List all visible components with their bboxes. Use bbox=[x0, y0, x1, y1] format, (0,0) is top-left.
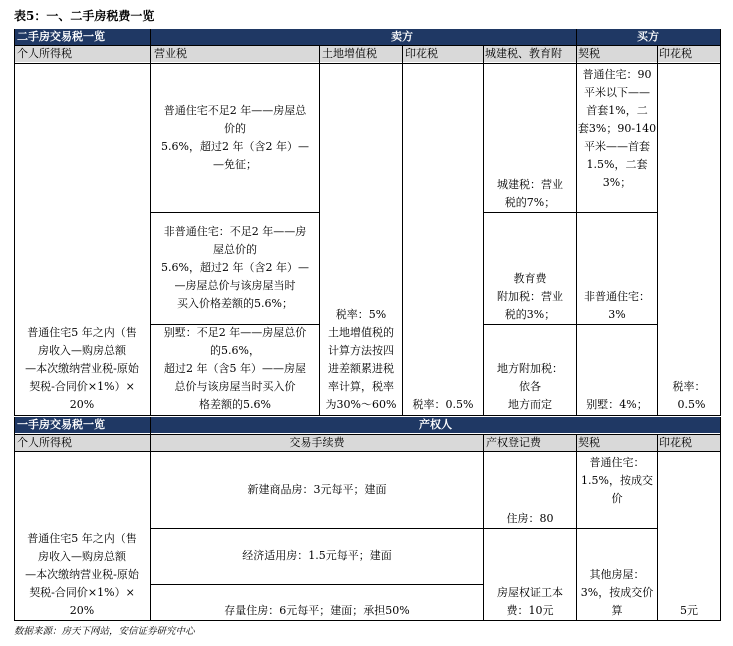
fh-col-reg-fee: 产权登记费 bbox=[486, 436, 541, 449]
divider bbox=[576, 435, 577, 621]
second-hand-header: 二手房交易税一览 bbox=[17, 30, 105, 43]
fh-income-tax: 普通住宅5 年之内（售 房收入—购房总额 —本次缴纳营业税-原始 契税-合同价×1%）× 20% bbox=[25, 532, 139, 617]
divider bbox=[151, 324, 319, 325]
fh-deed-tax-1-cell bbox=[577, 454, 657, 528]
sh-urban-tax-3: 地方附加税： 依各 地方而定 bbox=[497, 362, 563, 411]
sh-land-vat-cell bbox=[320, 64, 402, 414]
sh-deed-tax-1-cell bbox=[577, 66, 657, 212]
divider bbox=[720, 29, 721, 416]
sh-deed-tax-3: 别墅：4%； bbox=[586, 398, 648, 411]
sh-income-tax-cell bbox=[14, 64, 150, 414]
divider bbox=[14, 417, 15, 621]
divider bbox=[150, 417, 151, 621]
sh-urban-tax-3-cell bbox=[484, 324, 576, 414]
divider bbox=[150, 29, 151, 416]
buyer-header: 买方 bbox=[637, 30, 659, 43]
divider bbox=[483, 435, 484, 621]
sh-deed-tax-2: 非普通住宅： 3% bbox=[584, 290, 650, 321]
col-deed-tax: 契税 bbox=[578, 47, 600, 60]
sh-stamp-seller-cell bbox=[403, 64, 483, 414]
fh-stamp: 5元 bbox=[680, 604, 698, 617]
sh-urban-tax-2-cell bbox=[484, 212, 576, 324]
divider bbox=[14, 415, 720, 416]
first-hand-header: 一手房交易税一览 bbox=[17, 418, 105, 431]
fh-col-income-tax: 个人所得税 bbox=[17, 436, 72, 449]
fh-stamp-cell bbox=[658, 452, 720, 620]
fh-col-deed-tax: 契税 bbox=[578, 436, 600, 449]
divider bbox=[483, 46, 484, 416]
fh-reg-fee-1-cell bbox=[484, 452, 576, 528]
seller-header: 卖方 bbox=[391, 30, 413, 43]
fh-col-fee: 交易手续费 bbox=[289, 436, 345, 449]
divider bbox=[151, 584, 483, 585]
sh-land-vat: 税率：5% 土地增值税的 计算方法按四 进差额累进税 率计算，税率 为30%～60% bbox=[325, 308, 397, 411]
sh-stamp-seller: 税率：0.5% bbox=[412, 398, 474, 411]
sh-deed-tax-3-cell bbox=[577, 324, 657, 414]
col-stamp-buyer: 印花税 bbox=[659, 47, 692, 60]
source-note: 数据来源：房天下网站，安信证券研究中心 bbox=[14, 626, 195, 637]
sh-stamp-buyer-cell bbox=[658, 64, 720, 414]
sh-business-tax-1: 普通住宅不足2 年——房屋总 价的 5.6%，超过2 年（含2 年）— —免征； bbox=[161, 104, 309, 171]
divider bbox=[14, 45, 720, 46]
fh-fee-2-cell bbox=[151, 528, 483, 584]
fh-reg-fee-2-cell bbox=[484, 528, 576, 620]
divider bbox=[151, 528, 657, 529]
col-stamp-seller: 印花税 bbox=[405, 47, 438, 60]
divider bbox=[14, 434, 720, 435]
col-income-tax: 个人所得税 bbox=[17, 47, 72, 60]
property-header: 产权人 bbox=[419, 418, 452, 431]
fh-col-stamp: 印花税 bbox=[659, 436, 692, 449]
sh-urban-tax-1: 城建税：营业 税的7%； bbox=[497, 178, 563, 209]
table-title: 表5：一、二手房税费一览 bbox=[14, 9, 155, 23]
fh-fee-2: 经济适用房：1.5元每平；建面 bbox=[242, 549, 392, 562]
divider bbox=[14, 29, 15, 416]
divider bbox=[14, 451, 720, 452]
fh-fee-1-cell bbox=[151, 452, 483, 528]
divider bbox=[484, 212, 657, 213]
fh-fee-3-cell bbox=[151, 584, 483, 620]
divider bbox=[402, 46, 403, 416]
sh-stamp-buyer: 税率： 0.5% bbox=[672, 380, 706, 411]
divider bbox=[657, 46, 658, 416]
divider bbox=[484, 324, 657, 325]
divider bbox=[151, 212, 319, 213]
fh-deed-tax-1: 普通住宅： 1.5%，按成交 价 bbox=[581, 456, 653, 505]
col-urban-tax: 城建税、教育附 bbox=[485, 47, 562, 60]
sh-deed-tax-1: 普通住宅：90 平米以下—— 首套1%，二 套3%；90-140 平米——首套 1.5%，二套 3%； bbox=[577, 68, 657, 189]
sh-urban-tax-2: 教育费 附加税：营业 税的3%； bbox=[497, 272, 563, 321]
sh-business-tax-1-cell bbox=[151, 64, 319, 212]
divider bbox=[576, 29, 577, 416]
divider bbox=[720, 417, 721, 621]
fh-deed-tax-2-cell bbox=[577, 528, 657, 620]
sh-deed-tax-2-cell bbox=[577, 212, 657, 324]
fh-income-tax-cell bbox=[14, 452, 150, 620]
sh-income-tax: 普通住宅5 年之内（售 房收入—购房总额 —本次缴纳营业税-原始 契税-合同价×1%）× 20% bbox=[25, 326, 139, 411]
sh-business-tax-3-cell bbox=[151, 324, 319, 414]
divider bbox=[319, 46, 320, 416]
sh-business-tax-2-cell bbox=[151, 212, 319, 324]
divider bbox=[14, 63, 720, 64]
sh-business-tax-2: 非普通住宅：不足2 年——房 屋总价的 5.6%，超过2 年（含2 年）— —房屋总价与该房屋当时 买入价格差额的5.6%； bbox=[161, 225, 309, 310]
fh-fee-3: 存量住房：6元每平；建面；承担50% bbox=[224, 604, 410, 617]
sh-urban-tax-1-cell bbox=[484, 64, 576, 212]
fh-reg-fee-2: 房屋权证工本 费：10元 bbox=[497, 586, 563, 617]
sh-business-tax-3: 别墅：不足2 年——房屋总价 的5.6%， 超过2 年（含5 年）——房屋 总价与该房屋当时买入价 格差额的5.6% bbox=[163, 326, 307, 411]
col-business-tax: 营业税 bbox=[154, 47, 187, 60]
fh-fee-1: 新建商品房：3元每平；建面 bbox=[247, 483, 387, 496]
col-land-vat: 土地增值税 bbox=[322, 47, 377, 60]
divider bbox=[14, 620, 720, 621]
fh-reg-fee-1: 住房：80 bbox=[506, 512, 554, 525]
divider bbox=[657, 435, 658, 621]
fh-deed-tax-2: 其他房屋： 3%，按成交价 算 bbox=[580, 568, 654, 617]
